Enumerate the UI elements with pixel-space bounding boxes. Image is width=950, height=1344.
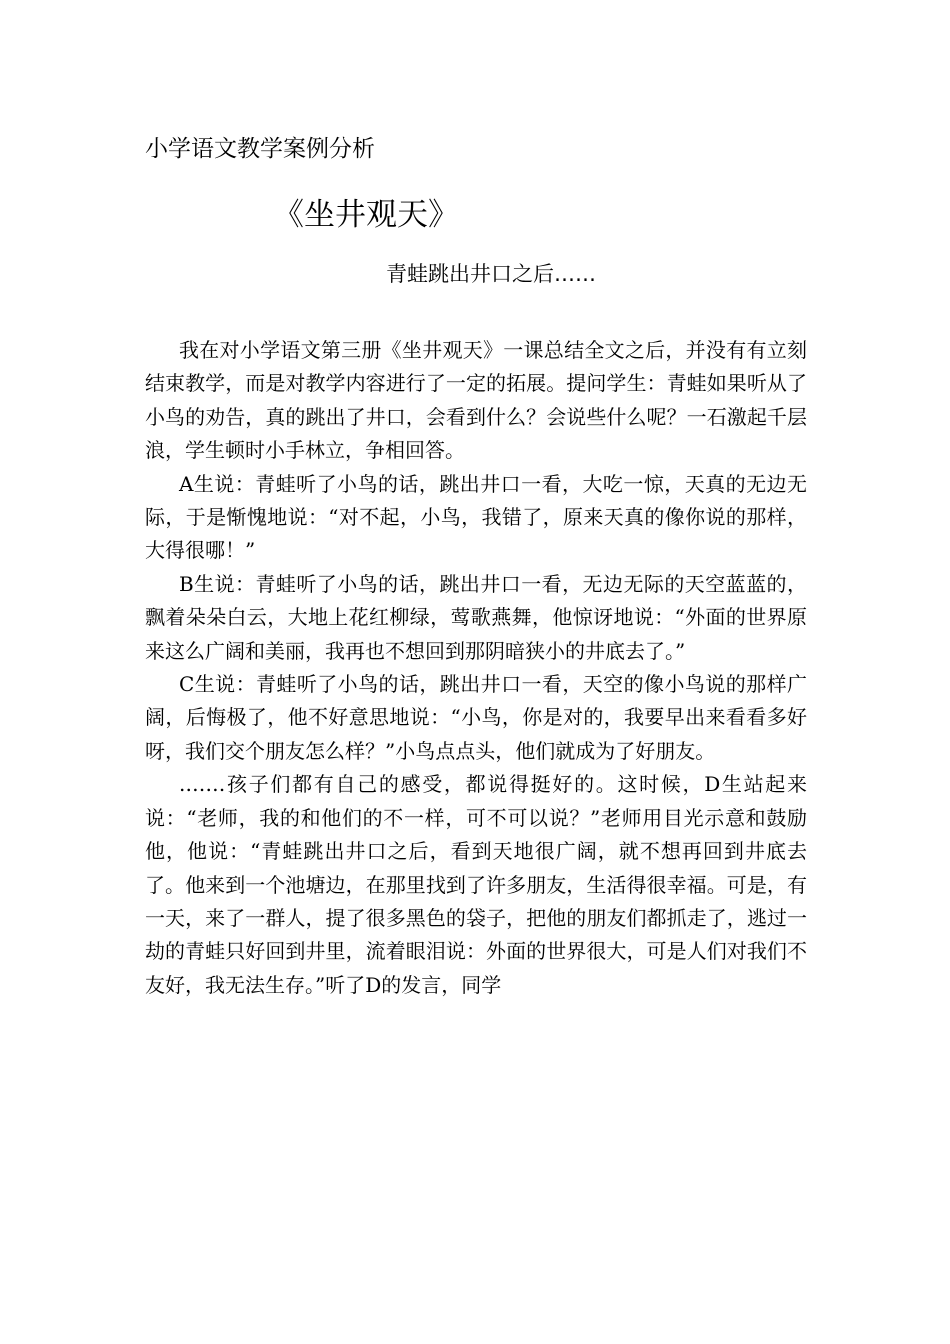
document-body [145,334,807,1002]
paragraph-student-d: .……孩子们都有自己的感受，都说得挺好的。这时候，D生站起来说：“老师，我的和他们的不一样，可不可以说？”老师用目光示意和鼓励他，他说：“青蛙跳出井口之后，看到天地很广阔，就不想再回到井底去了。他来到一个池塘边，在那里找到了许多朋友，生活得很幸福。可是，有一天，来了一群人，提了很多黑色的袋子，把他的朋友们都抓走了，逃过一劫的青蛙只好回到井里，流着眼泪说：外面的世界很大，可是人们对我们不友好，我无法生存。”听了D的发言，同学 [145,772,807,997]
paragraph-student-a: A生说：青蛙听了小鸟的话，跳出井口一看，大吃一惊，天真的无边无际，于是惭愧地说：“对不起，小鸟，我错了，原来天真的像你说的那样，大得很哪！” [145,471,807,563]
document-header-label: 小学语文教学案例分析 [145,136,375,162]
paragraph-student-b: B生说：青蛙听了小鸟的话，跳出井口一看，无边无际的天空蓝蓝的，飘着朵朵白云，大地上花红柳绿，莺歌燕舞，他惊讶地说：“外面的世界原来这么广阔和美丽，我再也不想回到那阴暗狭小的井底去了。” [145,571,807,663]
paragraph-intro: 我在对小学语文第三册《坐井观天》一课总结全文之后，并没有有立刻结束教学，而是对教学内容进行了一定的拓展。提问学生：青蛙如果听从了小鸟的劝告，真的跳出了井口，会看到什么？会说些什么呢？一石激起千层浪，学生顿时小手林立，争相回答。 [145,338,807,463]
document-subtitle: 青蛙跳出井口之后…… [386,262,596,286]
paragraph-student-c: C生说：青蛙听了小鸟的话，跳出井口一看，天空的像小鸟说的那样广阔，后悔极了，他不好意思地说：“小鸟，你是对的，我要早出来看看多好呀，我们交个朋友怎么样？”小鸟点点头，他们就成为了好朋友。 [145,672,807,763]
document-title: 《坐井观天》 [273,197,459,233]
